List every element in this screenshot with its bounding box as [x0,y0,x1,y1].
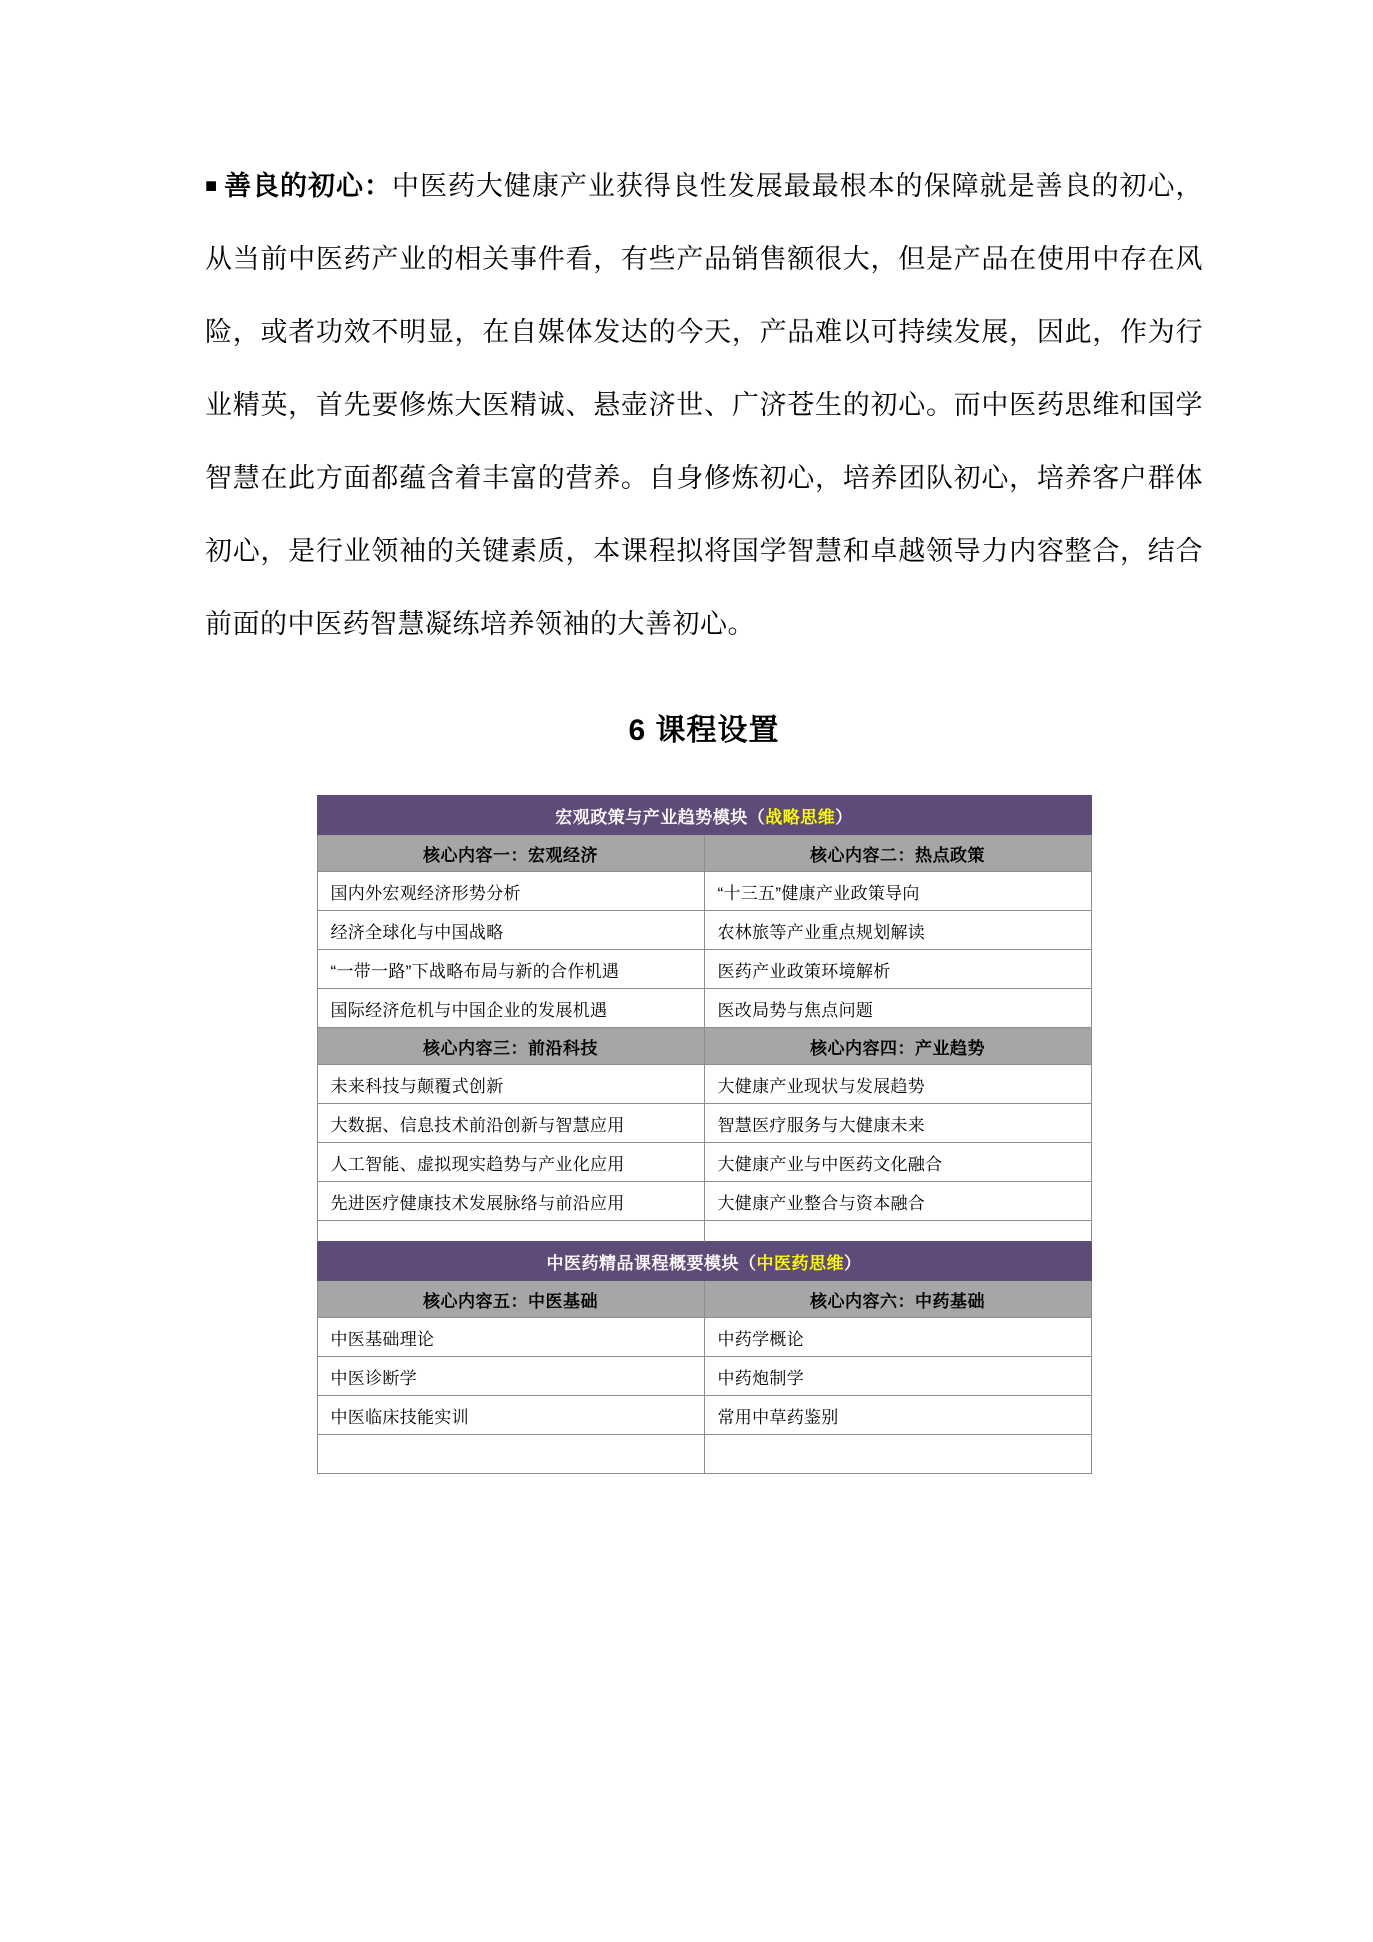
module-title-1: 宏观政策与产业趋势模块（ [555,807,766,827]
subheader-row-3 [317,1281,1091,1318]
item-cell: 未来科技与颠覆式创新 [317,1065,704,1104]
table-row [317,1143,1091,1182]
item-cell: 大健康产业与中医药文化融合 [704,1143,1091,1182]
module-header-cell-1 [317,796,1091,835]
module-title-2-end: ） [844,1253,862,1273]
bullet-icon: ■ [205,175,219,197]
table-row [317,950,1091,989]
item-cell: 医药产业政策环境解析 [704,950,1091,989]
table-row [317,911,1091,950]
table-spacer-row [317,1221,1091,1242]
subheader-row-1 [317,835,1091,872]
subheader-core-6: 核心内容六：中药基础 [704,1281,1091,1318]
module-header-row-2 [317,1242,1091,1281]
paragraph-good-intention [205,150,1203,661]
item-cell-empty [704,1435,1091,1474]
subheader-core-3: 核心内容三：前沿科技 [317,1028,704,1065]
table-row [317,872,1091,911]
item-cell: 常用中草药鉴别 [704,1396,1091,1435]
item-cell: 医改局势与焦点问题 [704,989,1091,1028]
subheader-row-2 [317,1028,1091,1065]
table-row [317,1065,1091,1104]
module-header-cell-2 [317,1242,1091,1281]
item-cell: 大健康产业现状与发展趋势 [704,1065,1091,1104]
item-cell: 先进医疗健康技术发展脉络与前沿应用 [317,1182,704,1221]
item-cell: 中医基础理论 [317,1318,704,1357]
table-row [317,1318,1091,1357]
module-title-1-end: ） [835,807,853,827]
module-header-row-1 [317,796,1091,835]
paragraph-body: 中医药大健康产业获得良性发展最最根本的保障就是善良的初心，从当前中医药产业的相关事件看，有些产品销售额很大，但是产品在使用中存在风险，或者功效不明显，在自媒体发达的今天，产品难以可持续发展，因此，作为行业精英，首先要修炼大医精诚、悬壶济世、广济苍生的初心。而中医药思维和国学智慧在此方面都蕴含着丰富的营养。自身修炼初心，培养团队初心，培养客户群体初心，是行业领袖的关键素质，本课程拟将国学智慧和卓越领导力内容整合，结合前面的中医药智慧凝练培养领袖的大善初心。 [205,171,1204,639]
item-cell: 农林旅等产业重点规划解读 [704,911,1091,950]
module-title-2: 中医药精品课程概要模块（ [546,1253,757,1273]
paragraph-lead: 善良的初心： [224,171,392,201]
table-row [317,989,1091,1028]
module-accent-2: 中医药思维 [756,1253,844,1273]
table-row [317,1435,1091,1474]
spacer-cell [704,1221,1091,1242]
item-cell-empty [317,1435,704,1474]
item-cell: 人工智能、虚拟现实趋势与产业化应用 [317,1143,704,1182]
course-setup-table [317,795,1092,1474]
table-row [317,1104,1091,1143]
section-heading: 6 课程设置 [628,714,780,747]
item-cell: 中医临床技能实训 [317,1396,704,1435]
spacer-cell [317,1221,704,1242]
item-cell: 大健康产业整合与资本融合 [704,1182,1091,1221]
subheader-core-4: 核心内容四：产业趋势 [704,1028,1091,1065]
item-cell: 中医诊断学 [317,1357,704,1396]
subheader-core-2: 核心内容二：热点政策 [704,835,1091,872]
item-cell: 大数据、信息技术前沿创新与智慧应用 [317,1104,704,1143]
item-cell: 经济全球化与中国战略 [317,911,704,950]
subheader-core-5: 核心内容五：中医基础 [317,1281,704,1318]
table-row [317,1396,1091,1435]
item-cell: “一带一路”下战略布局与新的合作机遇 [317,950,704,989]
item-cell: 中药学概论 [704,1318,1091,1357]
module-accent-1: 战略思维 [765,807,836,827]
subheader-core-1: 核心内容一：宏观经济 [317,835,704,872]
table-row [317,1357,1091,1396]
item-cell: 国内外宏观经济形势分析 [317,872,704,911]
item-cell: 中药炮制学 [704,1357,1091,1396]
item-cell: 智慧医疗服务与大健康未来 [704,1104,1091,1143]
item-cell: 国际经济危机与中国企业的发展机遇 [317,989,704,1028]
table-row [317,1182,1091,1221]
item-cell: “十三五”健康产业政策导向 [704,872,1091,911]
